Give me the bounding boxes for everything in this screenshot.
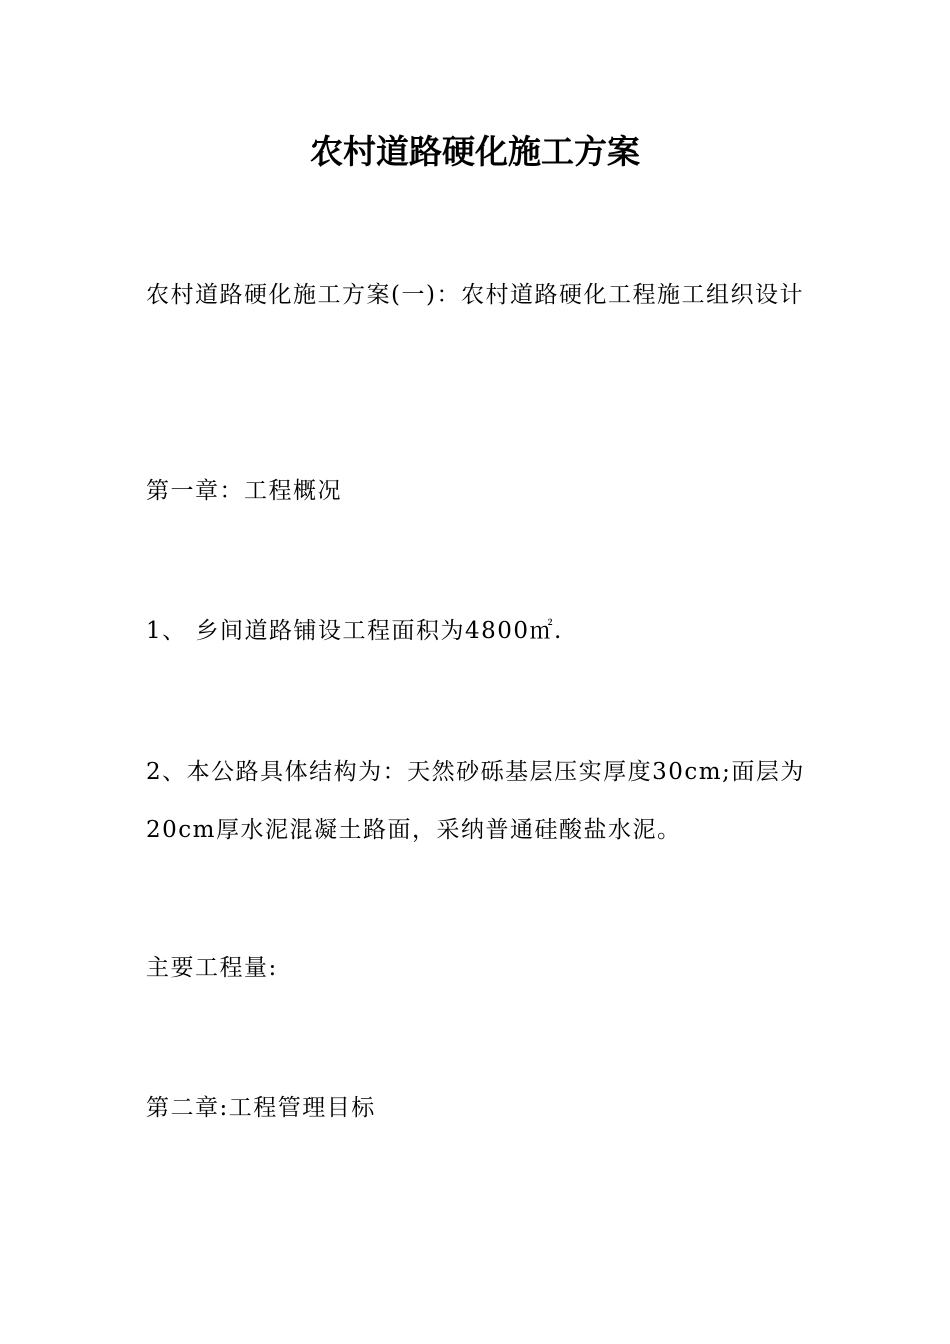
paragraph-chapter-one: 第一章：工程概况 (146, 478, 342, 504)
paragraph-main-quantities: 主要工程量: (146, 955, 278, 981)
paragraph-item-one: 1、 乡间道路铺设工程面积为4800㎡. (146, 618, 563, 644)
paragraph-plan-heading: 农村道路硬化施工方案(一)：农村道路硬化工程施工组织设计 (146, 282, 804, 308)
paragraph-item-two: 2、本公路具体结构为：天然砂砾基层压实厚度30cm;面层为20cm厚水泥混凝土路面，采纳普通硅酸盐水泥。 (146, 759, 805, 843)
document-title: 农村道路硬化施工方案 (310, 132, 640, 171)
paragraph-chapter-two: 第二章:工程管理目标 (146, 1095, 376, 1121)
